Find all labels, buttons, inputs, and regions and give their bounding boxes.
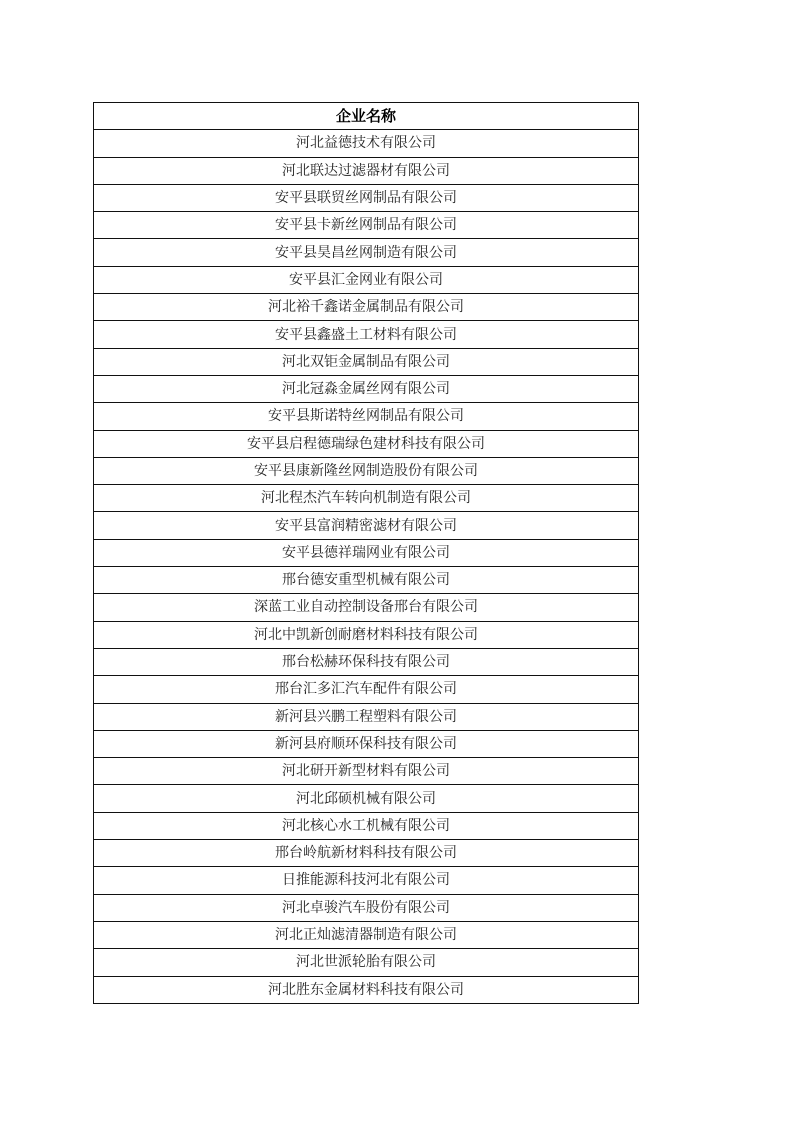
table-row xyxy=(94,648,639,675)
table-row xyxy=(94,840,639,867)
company-name-cell: 河北联达过滤器材有限公司 xyxy=(94,157,639,184)
table-row xyxy=(94,157,639,184)
company-name-cell: 河北核心水工机械有限公司 xyxy=(94,812,639,839)
table-row xyxy=(94,485,639,512)
company-name-cell: 河北邱硕机械有限公司 xyxy=(94,785,639,812)
company-name-cell: 安平县斯诺特丝网制品有限公司 xyxy=(94,403,639,430)
company-name-cell: 安平县德祥瑞网业有限公司 xyxy=(94,539,639,566)
table-row xyxy=(94,976,639,1003)
table-row xyxy=(94,403,639,430)
table-row xyxy=(94,621,639,648)
table-row xyxy=(94,539,639,566)
table-row xyxy=(94,867,639,894)
table-row xyxy=(94,921,639,948)
company-name-cell: 新河县兴鹏工程塑料有限公司 xyxy=(94,703,639,730)
column-header-company-name: 企业名称 xyxy=(94,103,639,130)
table-row xyxy=(94,785,639,812)
table-row xyxy=(94,758,639,785)
company-name-cell: 河北胜东金属材料科技有限公司 xyxy=(94,976,639,1003)
table-row xyxy=(94,294,639,321)
table-row xyxy=(94,321,639,348)
company-name-cell: 邢台德安重型机械有限公司 xyxy=(94,567,639,594)
company-name-cell: 安平县富润精密滤材有限公司 xyxy=(94,512,639,539)
company-name-cell: 安平县康新隆丝网制造股份有限公司 xyxy=(94,457,639,484)
company-name-cell: 新河县府顺环保科技有限公司 xyxy=(94,730,639,757)
company-table xyxy=(93,102,639,1004)
company-name-cell: 河北益德技术有限公司 xyxy=(94,130,639,157)
company-name-cell: 安平县联贸丝网制品有限公司 xyxy=(94,184,639,211)
table-row xyxy=(94,949,639,976)
company-name-cell: 邢台汇多汇汽车配件有限公司 xyxy=(94,676,639,703)
company-name-cell: 河北卓骏汽车股份有限公司 xyxy=(94,894,639,921)
table-row xyxy=(94,375,639,402)
table-row xyxy=(94,348,639,375)
company-name-cell: 安平县卡新丝网制品有限公司 xyxy=(94,212,639,239)
table-row xyxy=(94,594,639,621)
company-name-cell: 河北程杰汽车转向机制造有限公司 xyxy=(94,485,639,512)
table-row xyxy=(94,894,639,921)
table-header-row xyxy=(94,103,639,130)
company-name-cell: 河北研开新型材料有限公司 xyxy=(94,758,639,785)
company-name-cell: 河北正灿滤清器制造有限公司 xyxy=(94,921,639,948)
table-row xyxy=(94,239,639,266)
company-name-cell: 河北双钜金属制品有限公司 xyxy=(94,348,639,375)
table-body xyxy=(94,130,639,1004)
company-name-cell: 河北中凯新创耐磨材料科技有限公司 xyxy=(94,621,639,648)
company-name-cell: 河北世派轮胎有限公司 xyxy=(94,949,639,976)
table-row xyxy=(94,266,639,293)
table-row xyxy=(94,730,639,757)
table-row xyxy=(94,457,639,484)
table-row xyxy=(94,430,639,457)
table-row xyxy=(94,184,639,211)
table-row xyxy=(94,512,639,539)
table-row xyxy=(94,212,639,239)
table-row xyxy=(94,567,639,594)
table-row xyxy=(94,703,639,730)
company-name-cell: 安平县汇金网业有限公司 xyxy=(94,266,639,293)
table-row xyxy=(94,812,639,839)
company-name-cell: 深蓝工业自动控制设备邢台有限公司 xyxy=(94,594,639,621)
table-row xyxy=(94,130,639,157)
company-name-cell: 安平县鑫盛土工材料有限公司 xyxy=(94,321,639,348)
company-name-cell: 邢台松赫环保科技有限公司 xyxy=(94,648,639,675)
company-name-cell: 日推能源科技河北有限公司 xyxy=(94,867,639,894)
table-row xyxy=(94,676,639,703)
company-name-cell: 河北裕千鑫诺金属制品有限公司 xyxy=(94,294,639,321)
company-name-cell: 邢台岭航新材料科技有限公司 xyxy=(94,840,639,867)
company-name-cell: 安平县昊昌丝网制造有限公司 xyxy=(94,239,639,266)
company-name-cell: 河北冠淼金属丝网有限公司 xyxy=(94,375,639,402)
company-name-cell: 安平县启程德瑞绿色建材科技有限公司 xyxy=(94,430,639,457)
